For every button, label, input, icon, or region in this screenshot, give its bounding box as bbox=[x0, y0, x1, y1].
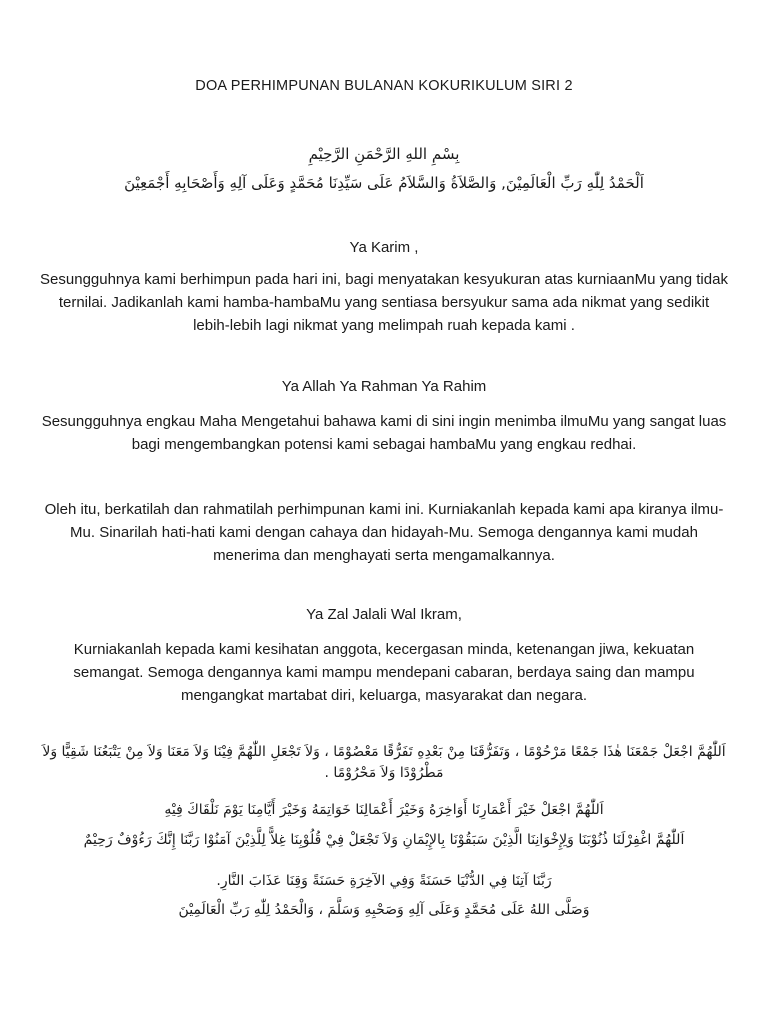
basmalah: بِسْمِ اللهِ الرَّحْمَنِ الرَّحِيْمِ bbox=[308, 145, 460, 163]
section-text-3: Oleh itu, berkatilah dan rahmatilah perhimpunan kami ini. Kurniakanlah kepada kami apa kiranya ilmu-Mu. Sinarilah hati-hati kami dengan cahaya dan hidayah-Mu. Semoga dengannya kami mudah menerima dan menghayati serta mengamalkannya. bbox=[44, 501, 724, 564]
closing-dua-2: اَللّٰهُمَّ اجْعَلْ خَيْرَ أَعْمَارِنَا أَوَاخِرَهُ وَخَيْرَ أَعْمَالِنَا خَوَاتِمَهُ وَخَيْرَ أَيَّامِنَا يَوْمَ نَلْقَاكَ فِيْهِ bbox=[164, 802, 604, 818]
section-text-2: Sesungguhnya engkau Maha Mengetahui bahawa kami di sini ingin menimba ilmuMu yang sangat luas bagi mengembangkan potensi kami sebagai hambaMu yang engkau redhai. bbox=[41, 413, 727, 453]
section-text-4: Kurniakanlah kepada kami kesihatan anggota, kecergasan minda, ketenangan jiwa, kekuatan semangat. Semoga dengannya kami mampu mendepani cabaran, berdaya saing dan mampu mengangkat martabat diri, keluarga, masyarakat dan negara. bbox=[73, 641, 695, 704]
section-heading-2: Ya Allah Ya Rahman Ya Rahim bbox=[281, 378, 487, 395]
section-heading-4: Ya Zal Jalali Wal Ikram, bbox=[306, 606, 462, 623]
closing-dua-5: وَصَلَّى اللهُ عَلَى مُحَمَّدٍ وَعَلَى آلِهِ وَصَحْبِهِ وَسَلَّمَ ، وَالْحَمْدُ لِلّٰهِ رَبِّ الْعَالَمِيْنَ bbox=[178, 902, 590, 918]
opening-praise: اَلْحَمْدُ لِلّٰهِ رَبِّ الْعَالَمِيْنَ, وَالصَّلاَةُ وَالسَّلاَمُ عَلَى سَيِّدِنَا مُحَمَّدٍ وَعَلَى آلِهِ وَأَصْحَابِهِ أَجْمَعِيْنَ bbox=[124, 174, 644, 192]
closing-dua-4: رَبَّنَا آتِنَا فِي الدُّنْيَا حَسَنَةً وَفِي الآخِرَةِ حَسَنَةً وَقِنَا عَذَابَ النَّارِ. bbox=[216, 873, 552, 889]
closing-dua-3: اَللّٰهُمَّ اغْفِرْلَنَا ذُنُوْبَنَا وَلِإِخْوَانِنَا الَّذِيْنَ سَبَقُوْنَا بِالإِيْمَانِ وَلاَ تَجْعَلْ فِيْ قُلُوْبِنَا غِلاًّ لِلَّذِيْنَ آمَنُوْا رَبَّنَا إِنَّكَ رَءُوْفٌ رَحِيْمٌ bbox=[83, 832, 685, 848]
section-text-1: Sesungguhnya kami berhimpun pada hari ini, bagi menyatakan kesyukuran atas kurniaanMu yang tidak ternilai. Jadikanlah kami hamba-hambaMu yang sentiasa bersyukur sama ada nikmat yang sedikit lebih-lebih lagi nikmat yang melimpah ruah kepada kami . bbox=[40, 271, 728, 334]
document-title: DOA PERHIMPUNAN BULANAN KOKURIKULUM SIRI 2 bbox=[195, 78, 573, 94]
closing-dua-1: اَللّٰهُمَّ اجْعَلْ جَمْعَنَا هٰذَا جَمْعًا مَرْحُوْمًا ، وَتَفَرُّقَنَا مِنْ بَعْدِهِ تَفَرُّقًا مَعْصُوْمًا ، وَلاَ تَجْعَلِ اللّٰهُمَّ فِيْنَا وَلاَ مَعَنَا وَلاَ مِنْ يَتْبَعُنَا شَقِيًّا وَلاَ مَطْرُوْدًا وَلاَ مَحْرُوْمًا . bbox=[42, 744, 726, 781]
section-heading-1: Ya Karim , bbox=[349, 239, 419, 256]
